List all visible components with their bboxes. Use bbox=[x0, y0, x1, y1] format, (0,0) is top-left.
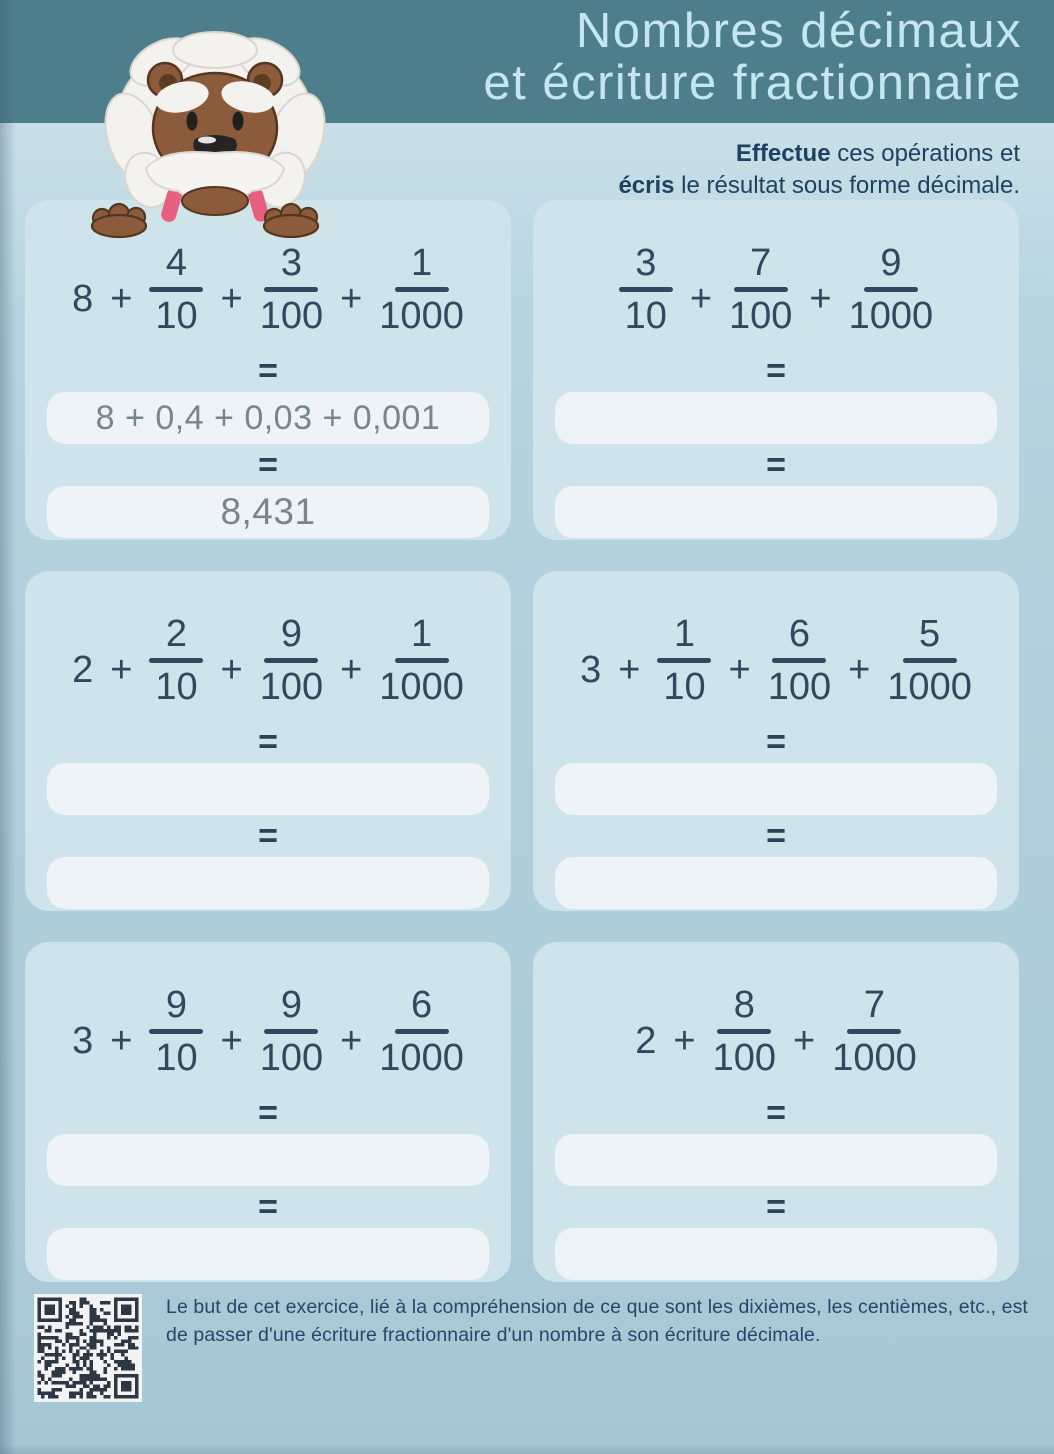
equals-sign: = bbox=[766, 351, 786, 390]
answer-field-decimal[interactable] bbox=[47, 486, 489, 538]
answer-field-expanded[interactable] bbox=[555, 1134, 997, 1186]
equals-sign: = bbox=[766, 445, 786, 484]
expression bbox=[533, 599, 1019, 721]
answer-field-expanded[interactable] bbox=[47, 1134, 489, 1186]
plus-operator: + bbox=[110, 277, 133, 320]
instruction-line bbox=[618, 170, 1020, 202]
numerator: 1 bbox=[411, 612, 433, 655]
mascot-lion-illustration bbox=[70, 20, 340, 238]
numerator: 9 bbox=[165, 983, 188, 1026]
exercise-grid bbox=[25, 200, 1020, 1282]
equals-sign: = bbox=[258, 722, 278, 761]
fraction bbox=[657, 612, 711, 708]
denominator: 10 bbox=[155, 294, 198, 337]
page-bottom-shadow bbox=[0, 1444, 1054, 1454]
whole-number: 8 bbox=[72, 277, 94, 320]
answer-field-decimal[interactable] bbox=[555, 486, 997, 538]
equals-sign: = bbox=[258, 1093, 278, 1132]
numerator: 9 bbox=[280, 612, 302, 655]
answer-field-expanded[interactable] bbox=[555, 392, 997, 444]
numerator: 8 bbox=[733, 983, 755, 1026]
numerator: 4 bbox=[165, 241, 188, 284]
answer-text: 8,431 bbox=[220, 491, 316, 532]
fraction bbox=[619, 241, 673, 337]
expression bbox=[533, 970, 1019, 1092]
answer-text: 8 + 0,4 + 0,03 + 0,001 bbox=[95, 398, 441, 437]
page-edge-shadow bbox=[0, 0, 16, 1454]
equals-sign: = bbox=[258, 1187, 278, 1226]
fraction bbox=[149, 241, 203, 337]
equals-sign: = bbox=[258, 445, 278, 484]
fraction bbox=[379, 241, 464, 337]
exercise-box-1 bbox=[25, 200, 511, 540]
exercise-box-5 bbox=[25, 942, 511, 1282]
instructions bbox=[618, 138, 1020, 201]
numerator: 7 bbox=[750, 241, 772, 284]
fraction bbox=[767, 612, 832, 708]
denominator: 100 bbox=[767, 665, 832, 708]
answer-field-decimal[interactable] bbox=[555, 1228, 997, 1280]
equals-sign: = bbox=[766, 1187, 786, 1226]
plus-operator: + bbox=[340, 648, 363, 691]
fraction bbox=[729, 241, 793, 337]
numerator: 9 bbox=[880, 241, 902, 284]
footer-note-line1: Le but de cet exercice, lié à la compréhension de ce que sont les dixièmes, les centièmes, etc., est bbox=[166, 1296, 1028, 1318]
plus-operator: + bbox=[110, 648, 133, 691]
denominator: 1000 bbox=[887, 665, 972, 708]
fraction bbox=[712, 983, 776, 1079]
page-title-line2: et écriture fractionnaire bbox=[483, 55, 1022, 110]
numerator: 6 bbox=[788, 612, 810, 655]
fraction bbox=[887, 612, 972, 708]
fraction bbox=[259, 612, 324, 708]
exercise-box-3 bbox=[25, 571, 511, 911]
exercise-box-4 bbox=[533, 571, 1019, 911]
footer-note bbox=[166, 1294, 1028, 1349]
exercise-box-6 bbox=[533, 942, 1019, 1282]
instruction-line bbox=[618, 138, 1020, 170]
instruction-verb: Effectue bbox=[735, 140, 831, 167]
whole-number: 2 bbox=[635, 1019, 657, 1062]
whole-number: 3 bbox=[580, 648, 602, 691]
denominator: 1000 bbox=[379, 294, 464, 337]
numerator: 3 bbox=[280, 241, 302, 284]
answer-field-decimal[interactable] bbox=[47, 857, 489, 909]
answer-field-decimal[interactable] bbox=[555, 857, 997, 909]
fraction bbox=[848, 241, 934, 337]
denominator: 100 bbox=[259, 665, 324, 708]
plus-operator: + bbox=[809, 277, 832, 320]
numerator: 2 bbox=[165, 612, 188, 655]
plus-operator: + bbox=[793, 1019, 816, 1062]
fraction bbox=[832, 983, 917, 1079]
whole-number: 2 bbox=[72, 648, 94, 691]
fraction bbox=[259, 241, 324, 337]
qr-code bbox=[34, 1294, 142, 1402]
plus-operator: + bbox=[110, 1019, 133, 1062]
numerator: 5 bbox=[919, 612, 941, 655]
exercise-box-2 bbox=[533, 200, 1019, 540]
denominator: 100 bbox=[729, 294, 793, 337]
denominator: 10 bbox=[624, 294, 667, 337]
plus-operator: + bbox=[848, 648, 871, 691]
equals-sign: = bbox=[766, 1093, 786, 1132]
plus-operator: + bbox=[220, 1019, 243, 1062]
fraction bbox=[259, 983, 324, 1079]
instruction-text: ces opérations et bbox=[830, 140, 1020, 167]
denominator: 10 bbox=[663, 665, 706, 708]
expression bbox=[25, 599, 511, 721]
mascot-drawing bbox=[70, 20, 340, 238]
page-title-line1: Nombres décimaux bbox=[575, 4, 1022, 58]
answer-field-expanded[interactable] bbox=[555, 763, 997, 815]
denominator: 1000 bbox=[379, 665, 464, 708]
denominator: 1000 bbox=[379, 1036, 464, 1079]
equals-sign: = bbox=[766, 722, 786, 761]
denominator: 10 bbox=[155, 1036, 198, 1079]
answer-field-expanded[interactable] bbox=[47, 392, 489, 444]
expression bbox=[25, 970, 511, 1092]
plus-operator: + bbox=[689, 277, 713, 320]
numerator: 7 bbox=[863, 983, 886, 1026]
plus-operator: + bbox=[728, 648, 751, 691]
equals-sign: = bbox=[766, 816, 786, 855]
plus-operator: + bbox=[220, 648, 243, 691]
answer-field-expanded[interactable] bbox=[47, 763, 489, 815]
numerator: 9 bbox=[280, 983, 302, 1026]
numerator: 1 bbox=[673, 612, 696, 655]
fraction bbox=[379, 983, 464, 1079]
denominator: 1000 bbox=[832, 1036, 917, 1079]
fraction bbox=[149, 612, 203, 708]
plus-operator: + bbox=[220, 277, 243, 320]
plus-operator: + bbox=[340, 277, 363, 320]
denominator: 100 bbox=[712, 1036, 776, 1079]
fraction bbox=[149, 983, 203, 1079]
numerator: 1 bbox=[411, 241, 433, 284]
answer-field-decimal[interactable] bbox=[47, 1228, 489, 1280]
plus-operator: + bbox=[673, 1019, 696, 1062]
page-title bbox=[483, 6, 1022, 110]
expression bbox=[25, 228, 511, 350]
numerator: 6 bbox=[411, 983, 433, 1026]
footer-note-line2: de passer d'une écriture fractionnaire d'un nombre à son écriture décimale. bbox=[166, 1323, 821, 1346]
fraction bbox=[379, 612, 464, 708]
plus-operator: + bbox=[618, 648, 641, 691]
denominator: 100 bbox=[259, 1036, 324, 1079]
expression bbox=[533, 228, 1019, 350]
plus-operator: + bbox=[340, 1019, 363, 1062]
whole-number: 3 bbox=[72, 1019, 94, 1062]
equals-sign: = bbox=[258, 816, 278, 855]
denominator: 1000 bbox=[848, 294, 934, 337]
numerator: 3 bbox=[635, 241, 657, 284]
equals-sign: = bbox=[258, 351, 278, 390]
denominator: 10 bbox=[155, 665, 198, 708]
instruction-text: le résultat sous forme décimale. bbox=[674, 171, 1020, 199]
denominator: 100 bbox=[259, 294, 324, 337]
instruction-verb: écris bbox=[618, 171, 675, 199]
